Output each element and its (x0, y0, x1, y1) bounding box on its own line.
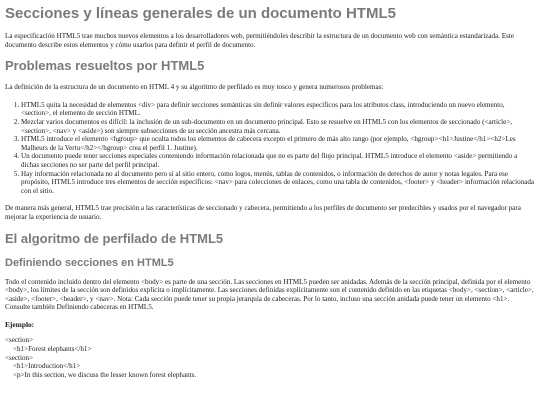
sections-subheading: Definiendo secciones en HTML5 (5, 256, 174, 269)
code-example (5, 336, 535, 379)
algorithm-heading: El algoritmo de perfilado de HTML5 (5, 230, 224, 246)
problems-list (5, 101, 535, 196)
list-item: 4. Un documento puede tener secciones especiales conteniendo información relacionada que no es parte del flujo principal. HTML5 introduce el elemento <aside> permitiendo a dichas secciones no ser parte del perfil principal. (21, 152, 535, 169)
page-title: Secciones y líneas generales de un documento HTML5 (5, 5, 396, 22)
example-label: Ejemplo: (5, 319, 35, 329)
code-line: <h1>Introduction</h1> (13, 362, 81, 371)
list-item: 3. HTML5 introduce el elemento <hgroup> que oculta todos los elementos de cabecera excepto el primero de más alto rango (por ejemplo, <hgroup><h1>Justine</h1><h2>Les Malheurs de la Vertu</h2></hgroup> crea el perfil 1. Justine). (21, 135, 535, 152)
problems-heading: Problemas resueltos por HTML5 (5, 58, 205, 74)
list-item: 5. Hay información relacionada no al documento pero sí al sitio entero, como logos, menús, tablas de contenidos, o información de derechos de autor y notas legales. Para ese propósito, HTML5 introduce tres elementos de sección específicos: <nav> para colecciones de enlaces, como una tabla de contenidos, <footer> y <header> información relacionada con el sitio. (21, 170, 535, 196)
sections-paragraph: Todo el contenido incluido dentro del elemento <body> es parte de una sección. Las secciones en HTML5 pueden ser anidadas. Además de la sección principal, definida por el elemento <body>, los límites de la sección son definidos explícita o implícitamente. Las secciones definidas explícitamente son el contenido definido en las etiquetas <body>, <section>, <article>, <aside>, <footer>, <header>, y <nav>. Nota: Cada sección puede tener su propia jerarquía de cabeceras. Por lo tanto, incluso una sección anidada puede tener un elemento <h1>. Consulte también Definiendo cabeceras en HTML5. (5, 277, 534, 312)
intro-paragraph: La especificación HTML5 trae muchos nuevos elementos a los desarrolladores web, permitiéndoles describir la estructura de un documento web con semántica estandarizada. Este documento describe estos elementos y cómo usarlos para definir el perfil de documento. (5, 32, 514, 49)
code-line: <p>In this section, we discuss the lesser known forest elephants. (13, 370, 197, 379)
code-line: <section> (5, 336, 34, 345)
list-item: 1. HTML5 quita la necesidad de elementos <div> para definir secciones semánticas sin definir valores específicos para los atributos class, introduciendo un nuevo elemento, <section>, el elemento de sección HTML. (21, 101, 535, 118)
problems-lead: La definición de la estructura de un documento en HTML 4 y su algoritmo de perfilado es muy tosco y genera numerosos problemas: (5, 83, 384, 92)
problems-closing: De manera más general, HTML5 trae precisión a las características de seccionado y cabecera, permitiendo a los perfiles de documento ser predecibles y usados por el navegador para mejorar la experiencia de usuario. (5, 204, 521, 221)
list-item: 2. Mezclar varios documentos es difícil: la inclusión de un sub-documento en un documento principal. Esto se resuelve en HTML5 con los elementos de seccionado (<article>, <section>, <nav> y <aside>) son siempre subsecciones de su sección ancestra más cercana. (21, 118, 535, 135)
code-line: <section> (5, 353, 34, 362)
code-line: <h1>Forest elephants</h1> (13, 345, 92, 354)
